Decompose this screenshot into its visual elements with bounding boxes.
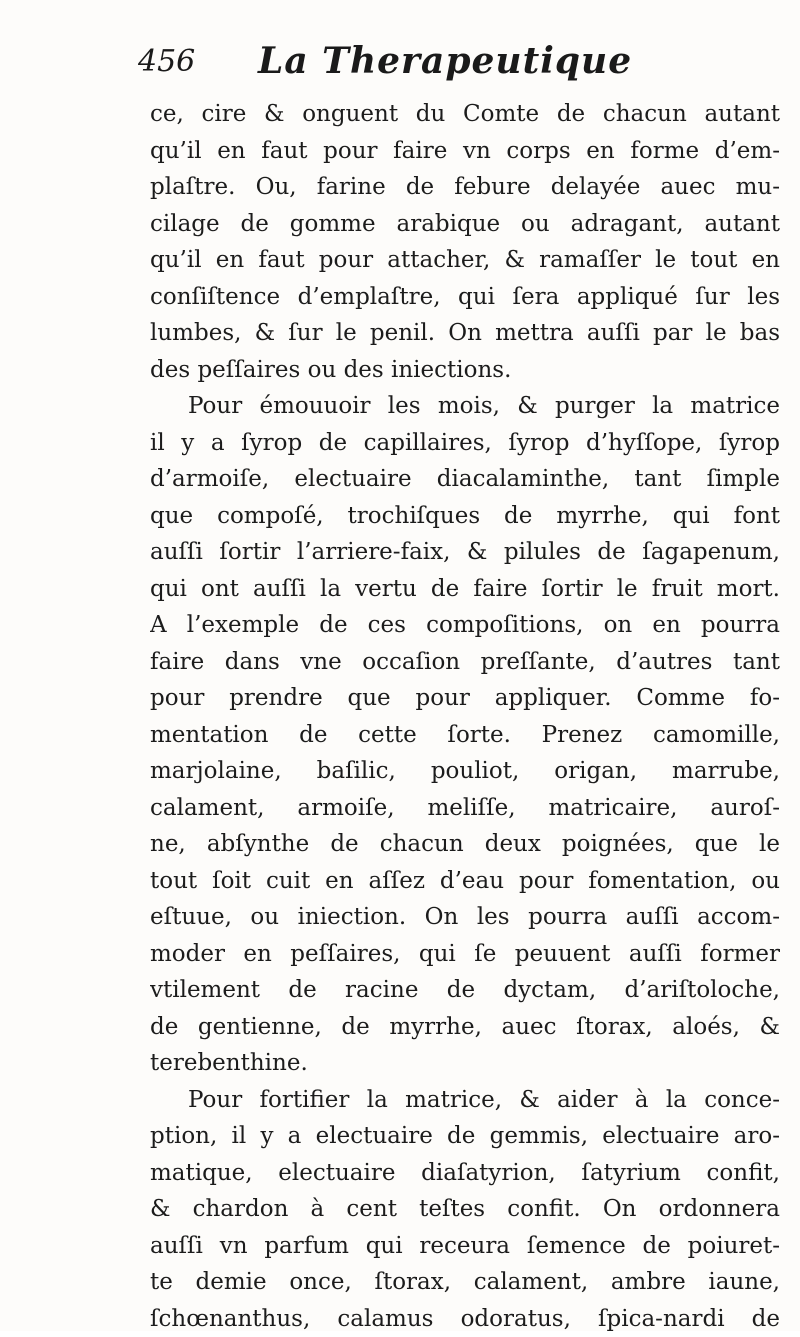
text-line: que compoſé, trochiſques de myrrhe, qui font [150, 498, 780, 535]
text-line: ce, cire & onguent du Comte de chacun autant [150, 96, 780, 133]
text-line: auſſi ſortir l’arriere-faix, & pilules de ſagapenum, [150, 534, 780, 571]
text-line: moder en peſſaires, qui ſe peuuent auſſi former [150, 936, 780, 973]
text-line: tout ſoit cuit en aſſez d’eau pour fomentation, ou [150, 863, 780, 900]
text-line: eſtuue, ou iniection. On les pourra auſſi accom- [150, 899, 780, 936]
running-title: La Therapeutique [258, 40, 632, 82]
text-line: & chardon à cent teſtes confit. On ordonnera [150, 1191, 780, 1228]
text-line: cilage de gomme arabique ou adragant, autant [150, 206, 780, 243]
text-line: marjolaine, baſilic, pouliot, origan, marrube, [150, 753, 780, 790]
text-line: de gentienne, de myrrhe, auec ſtorax, aloés, & [150, 1009, 780, 1046]
text-line: ne, abſynthe de chacun deux poignées, que le [150, 826, 780, 863]
text-line: qu’il en faut pour faire vn corps en forme d’em- [150, 133, 780, 170]
text-line: pour prendre que pour appliquer. Comme fo- [150, 680, 780, 717]
page-number: 456 [138, 44, 195, 79]
text-line: Pour fortifier la matrice, & aider à la conce- [150, 1082, 780, 1119]
text-line: conſiſtence d’emplaſtre, qui ſera appliqué ſur les [150, 279, 780, 316]
text-line: ſchœnanthus, calamus odoratus, ſpica-nardi de [150, 1301, 780, 1337]
text-line: te demie once, ſtorax, calament, ambre iaune, [150, 1264, 780, 1301]
text-line: terebenthine. [150, 1045, 780, 1082]
text-line: faire dans vne occaſion preſſante, d’autres tant [150, 644, 780, 681]
text-line: matique, electuaire diaſatyrion, ſatyrium confit, [150, 1155, 780, 1192]
text-line: des peſſaires ou des iniections. [150, 352, 780, 389]
text-line: il y a ſyrop de capillaires, ſyrop d’hyſſope, ſyrop [150, 425, 780, 462]
body-text [150, 96, 780, 1337]
text-line: calament, armoiſe, meliſſe, matricaire, auroſ- [150, 790, 780, 827]
text-line: A l’exemple de ces compoſitions, on en pourra [150, 607, 780, 644]
text-line: qu’il en faut pour attacher, & ramaſſer le tout en [150, 242, 780, 279]
text-line: ption, il y a electuaire de gemmis, electuaire aro- [150, 1118, 780, 1155]
text-line: qui ont auſſi la vertu de faire ſortir le fruit mort. [150, 571, 780, 608]
text-line: mentation de cette ſorte. Prenez camomille, [150, 717, 780, 754]
text-line: Pour émouuoir les mois, & purger la matrice [150, 388, 780, 425]
page-header [138, 40, 778, 100]
text-line: plaſtre. Ou, farine de febure delayée auec mu- [150, 169, 780, 206]
text-line: d’armoiſe, electuaire diacalaminthe, tant ſimple [150, 461, 780, 498]
text-line: auſſi vn parfum qui receura ſemence de poiuret- [150, 1228, 780, 1265]
text-line: lumbes, & ſur le penil. On mettra auſſi par le bas [150, 315, 780, 352]
text-line: vtilement de racine de dyctam, d’ariſtoloche, [150, 972, 780, 1009]
